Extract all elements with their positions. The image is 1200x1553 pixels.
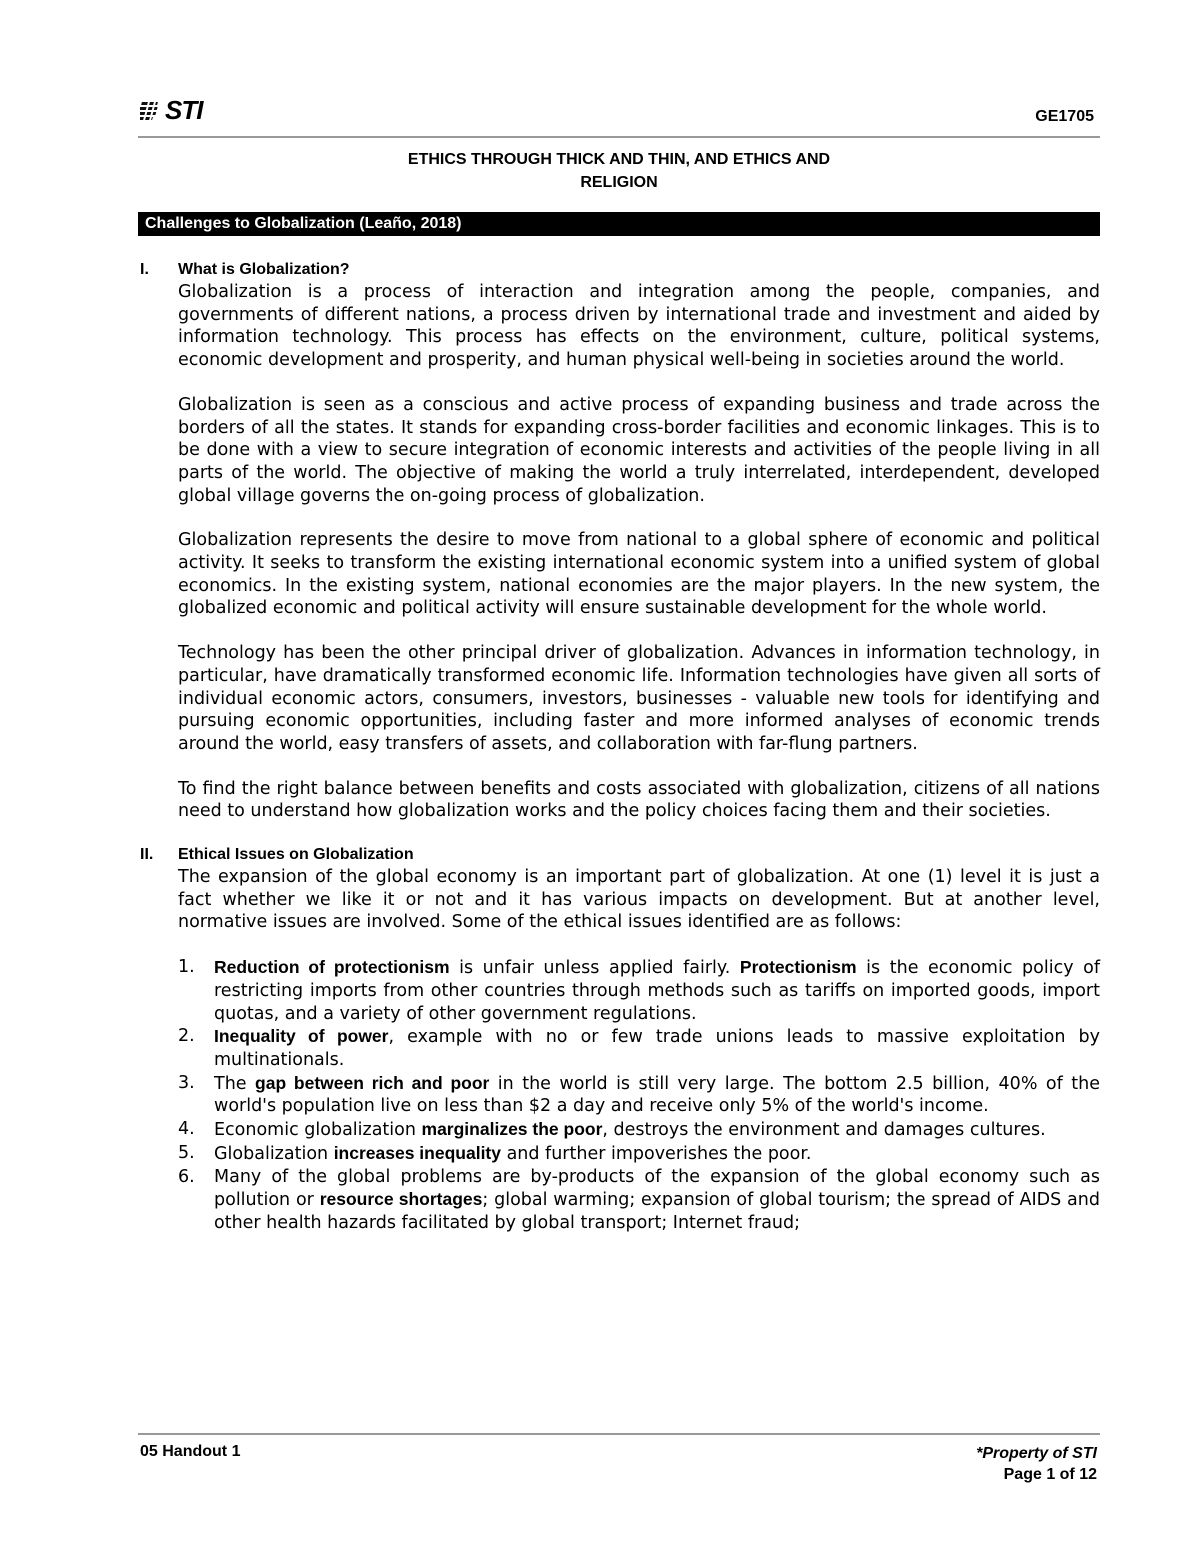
list-item: 5. Globalization increases inequality and further impoverishes the poor. — [178, 1142, 812, 1164]
section-heading: What is Globalization? — [178, 261, 350, 278]
section-what-is-globalization — [138, 258, 1100, 837]
paragraph: Technology has been the other principal driver of globalization. Advances in information technology, in particular, have dramatically transformed economic life. Information technologies have given all sorts of individual economic actors, consumers, investors, businesses - valuable new tools for identifying and pursuing economic opportunities, including faster and more informed analyses of economic trends around the world, easy transfers of assets, and collaboration with far-flung partners. — [178, 643, 1100, 754]
item-number: 2. — [178, 1026, 195, 1047]
sti-logo — [140, 95, 202, 126]
paragraph: Globalization is seen as a conscious and active process of expanding business and trade across the borders of all the states. It stands for expanding cross-border facilities and economic linkages. This is to be done with a view to secure integration of economic interests and activities of the people living in all parts of the world. The objective of making the world a truly interrelated, interdependent, developed global village governs the on-going process of globalization. — [178, 394, 1100, 506]
item-number: 6. — [178, 1166, 195, 1187]
item-number: 1. — [178, 957, 195, 978]
paragraph: To find the right balance between benefits and costs associated with globalization, citizens of all nations need to understand how globalization works and the policy choices facing them and their societies. — [178, 778, 1100, 822]
list-item: 1. Reduction of protectionism is unfair unless applied fairly. Protectionism is the economic policy of restricting imports from other countries through methods such as tariffs on imported goods, import quotas, and a variety of other government regulations. — [178, 957, 1100, 1024]
title-line-2: RELIGION — [580, 174, 658, 191]
section-banner: Challenges to Globalization (Leaño, 2018) — [138, 212, 1100, 236]
section-numeral: I. — [140, 261, 149, 278]
list-item: 4. Economic globalization marginalizes the poor, destroys the environment and damages cultures. — [178, 1119, 1046, 1141]
handout-label: 05 Handout 1 — [140, 1443, 241, 1460]
globe-logo-icon — [140, 98, 164, 124]
list-item: 3. The gap between rich and poor in the world is still very large. The bottom 2.5 billion, 40% of the world's population live on less than $2 a day and receive only 5% of the world's income. — [178, 1072, 1100, 1117]
item-number: 3. — [178, 1072, 195, 1093]
footer-right — [976, 1443, 1097, 1485]
title-line-1: ETHICS THROUGH THICK AND THIN, AND ETHICS AND — [407, 151, 831, 168]
list-item: 2. Inequality of power, example with no or few trade unions leads to massive exploitation by multinationals. — [178, 1026, 1100, 1070]
paragraph: Globalization is a process of interaction and integration among the people, companies, and governments of different nations, a process driven by international trade and investment and aided by information technology. This process has effects on the environment, culture, political systems, economic development and prosperity, and human physical well-being in societies around the world. — [178, 282, 1100, 371]
item-number: 4. — [178, 1119, 195, 1140]
section-heading: Ethical Issues on Globalization — [178, 846, 414, 864]
item-number: 5. — [178, 1142, 195, 1163]
list-item: 6. Many of the global problems are by-products of the expansion of the global economy such as pollution or resource shortages; global warming; expansion of global tourism; the spread of AIDS and other health hazards facilitated by global transport; Internet fraud; — [178, 1166, 1100, 1233]
paragraph: The expansion of the global economy is an important part of globalization. At one (1) level it is just a fact whether we like it or not and it has various impacts on development. But at another level, normative issues are involved. Some of the ethical issues identified are as follows: — [178, 867, 1100, 933]
ethical-issues-list — [178, 956, 1100, 1234]
document-body — [138, 258, 1100, 1235]
page-number: Page 1 of 12 — [1003, 1466, 1097, 1483]
paragraph: Globalization represents the desire to move from national to a global sphere of economic and political activity. It seeks to transform the existing international economic system into a unified system of global economics. In the existing system, national economies are the major players. In the new system, the globalized economic and political activity will ensure sustainable development for the whole world. — [178, 530, 1100, 619]
footer-divider — [138, 1433, 1100, 1435]
logo-text: STI — [165, 95, 203, 125]
section-numeral: II. — [140, 846, 154, 864]
section-ethical-issues — [138, 843, 1100, 1235]
property-label: *Property of STI — [976, 1445, 1097, 1462]
course-code: GE1705 — [1035, 108, 1094, 125]
header-divider — [138, 136, 1100, 138]
document-title — [138, 148, 1100, 194]
